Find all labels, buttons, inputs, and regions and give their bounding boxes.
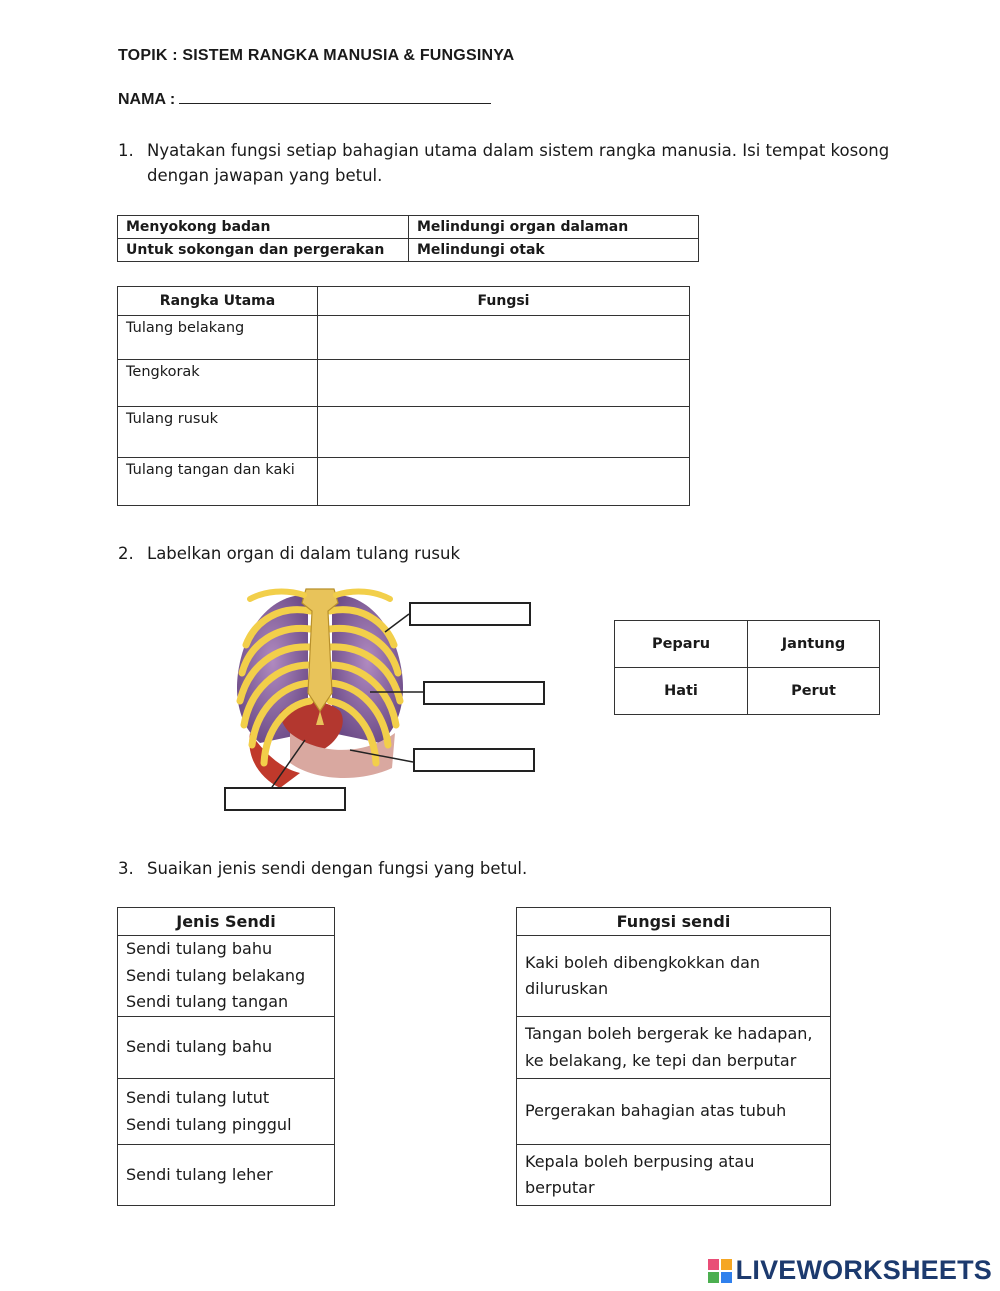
table-row-label: Tulang rusuk [118,407,318,458]
joint-function-line: Pergerakan bahagian atas tubuh [525,1101,787,1121]
joint-function-line: Tangan boleh bergerak ke hadapan, [525,1024,813,1043]
word-bank-item[interactable]: Hati [615,668,748,715]
joint-function-line: berputar [525,1178,595,1197]
question-3 [118,856,618,882]
word-bank-item[interactable]: Menyokong badan [118,216,409,239]
joint-type-option[interactable] [118,1079,335,1145]
organ-label-box-2[interactable] [423,681,545,705]
word-bank-item[interactable]: Jantung [748,621,880,668]
word-bank-item[interactable]: Perut [748,668,880,715]
liveworksheets-logo [708,1255,992,1286]
word-bank-item[interactable]: Untuk sokongan dan pergerakan [118,239,409,262]
joint-type-line: Sendi tulang lutut [126,1088,270,1107]
q2-word-bank [614,620,880,715]
word-bank-item[interactable]: Melindungi otak [409,239,699,262]
joint-type-line: Sendi tulang pinggul [126,1114,292,1134]
answer-field[interactable] [318,316,690,360]
question-3-text: Suaikan jenis sendi dengan fungsi yang betul. [147,859,528,878]
rib-cage-illustration [220,583,420,808]
question-1 [118,138,898,190]
joint-function-option[interactable] [517,1017,831,1079]
joint-function-option[interactable] [517,936,831,1017]
joint-type-line: Sendi tulang belakang [126,965,306,985]
word-bank-item[interactable]: Melindungi organ dalaman [409,216,699,239]
question-1-text-line1: Nyatakan fungsi setiap bahagian utama dalam sistem rangka manusia. Isi tempat kosong [147,141,890,160]
answer-field[interactable] [318,458,690,506]
question-3-number: 3. [118,859,134,878]
question-2-text: Labelkan organ di dalam tulang rusuk [147,544,461,563]
liveworksheets-logo-icon [708,1259,732,1283]
joint-function-line: diluruskan [525,979,609,998]
joint-function-option[interactable] [517,1079,831,1145]
joint-type-option[interactable] [118,936,335,1017]
table-header-fungsi-sendi: Fungsi sendi [517,908,831,936]
organ-label-box-3[interactable] [413,748,535,772]
table-header-rangka: Rangka Utama [118,287,318,316]
q1-skeleton-table [117,286,690,506]
joint-function-line: ke belakang, ke tepi dan berputar [525,1050,797,1070]
question-1-text-line2: dengan jawapan yang betul. [147,166,383,185]
joint-function-line: Kepala boleh berpusing atau [525,1151,755,1171]
q3-joint-functions-table [516,907,831,1206]
liveworksheets-logo-text: LIVEWORKSHEETS [735,1255,992,1285]
q3-joint-types-table [117,907,335,1206]
joint-type-line: Sendi tulang bahu [126,939,273,959]
answer-field[interactable] [318,360,690,407]
joint-type-line: Sendi tulang leher [126,1164,273,1184]
joint-function-option[interactable] [517,1145,831,1206]
table-row-label: Tulang tangan dan kaki [118,458,318,506]
joint-type-option[interactable] [118,1145,335,1206]
joint-type-line: Sendi tulang tangan [126,992,289,1012]
answer-field[interactable] [318,407,690,458]
organ-label-box-1[interactable] [409,602,531,626]
q1-word-bank [117,215,699,262]
question-2 [118,541,618,567]
table-row-label: Tengkorak [118,360,318,407]
table-row-label: Tulang belakang [118,316,318,360]
question-2-number: 2. [118,544,134,563]
name-input-line[interactable] [179,89,491,104]
question-1-number: 1. [118,141,134,160]
table-header-jenis-sendi: Jenis Sendi [118,908,335,936]
name-label: NAMA : [118,91,176,108]
joint-type-option[interactable] [118,1017,335,1079]
joint-function-line: Kaki boleh dibengkokkan dan [525,952,761,972]
name-field-row [118,89,491,109]
organ-label-box-4[interactable] [224,787,346,811]
page-title: TOPIK : SISTEM RANGKA MANUSIA & FUNGSINYA [118,47,515,64]
joint-type-line: Sendi tulang bahu [126,1037,273,1057]
table-header-fungsi: Fungsi [318,287,690,316]
word-bank-item[interactable]: Peparu [615,621,748,668]
